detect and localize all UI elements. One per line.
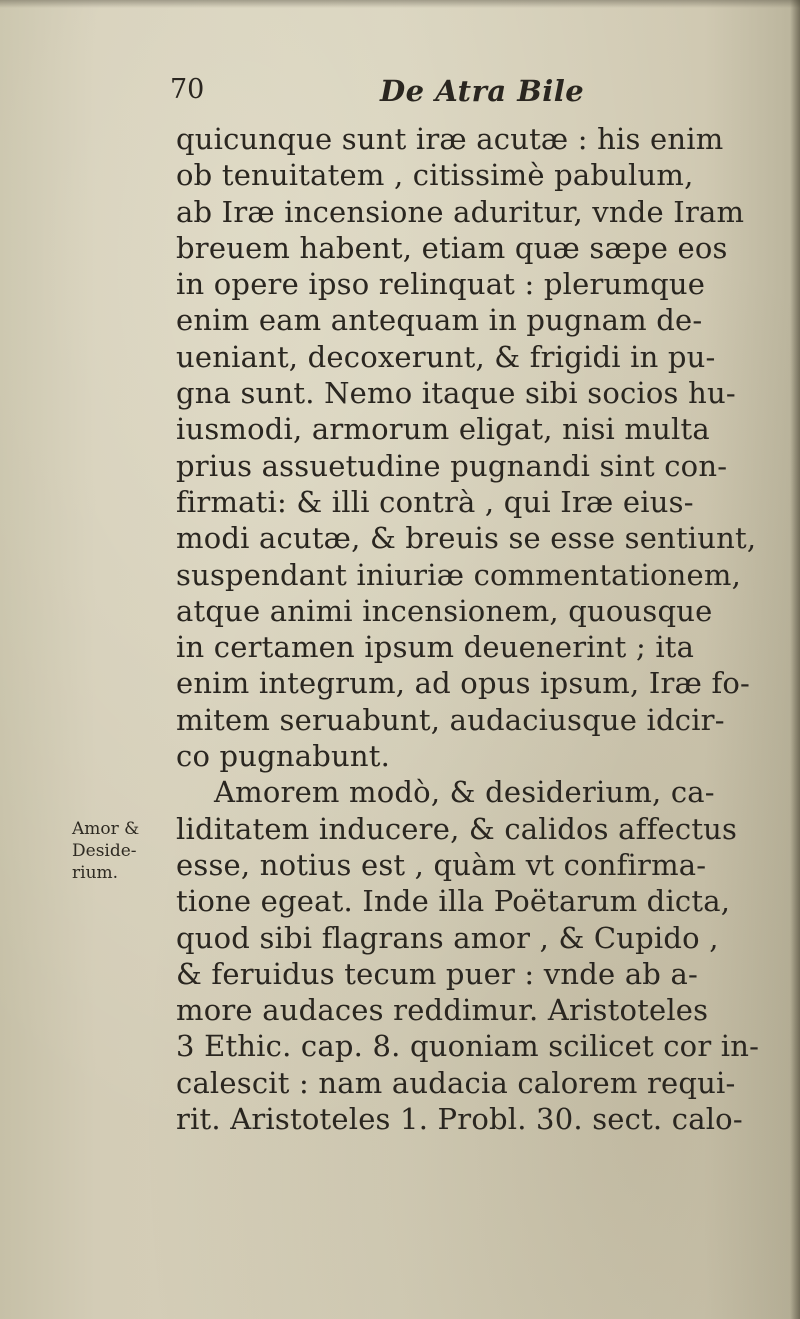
text-line: breuem habent, etiam quæ sæpe eos [176,230,728,265]
margin-note-line: Amor & [72,819,140,839]
text-line: firmati: & illi contrà , qui Iræ eius- [176,484,694,519]
text-line: modi acutæ, & breuis se esse sentiunt, [176,521,757,556]
text-line: 3 Ethic. cap. 8. quoniam scilicet cor in- [176,1029,760,1064]
text-line: ueniant, decoxerunt, & frigidi in pu- [176,339,716,374]
margin-note-line: Deside- [72,841,137,861]
text-line: ab Iræ incensione aduritur, vnde Iram [176,194,745,229]
text-line: iusmodi, armorum eligat, nisi multa [176,412,710,447]
body-text [176,121,760,1137]
text-line: rit. Aristoteles 1. Probl. 30. sect. calo- [176,1102,743,1137]
text-line: esse, notius est , quàm vt confirma- [176,847,707,882]
text-line: prius assuetudine pugnandi sint con- [176,448,728,483]
margin-note-line: rium. [72,863,119,883]
text-line: quicunque sunt iræ acutæ : his enim [176,122,724,156]
text-line: more audaces reddimur. Aristoteles [176,993,709,1028]
text-line: enim integrum, ad opus ipsum, Iræ fo- [176,666,751,701]
text-line: gna sunt. Nemo itaque sibi socios hu- [176,376,736,411]
text-line: tione egeat. Inde illa Poëtarum dicta, [176,884,731,919]
page-top-edge [0,0,800,8]
text-line: in opere ipso relinquat : plerumque [176,267,706,302]
text-line: calescit : nam audacia calorem requi- [176,1065,736,1100]
margin-note [72,818,162,884]
text-line: in certamen ipsum deuenerint ; ita [176,630,695,665]
text-line: & feruidus tecum puer : vnde ab a- [176,956,698,991]
text-line: liditatem inducere, & calidos affectus [176,811,738,846]
text-line: suspendant iniuriæ commentationem, [176,557,741,592]
page-header [170,74,630,114]
text-line: ob tenuitatem , citissimè pabulum, [176,158,694,193]
text-line: atque animi incensionem, quousque [176,593,713,628]
page-right-edge [790,0,800,1319]
text-line-paragraph-start: Amorem modò, & desiderium, ca- [214,775,715,810]
page-number: 70 [170,74,205,105]
text-line: mitem seruabunt, audaciusque idcir- [176,702,725,737]
running-title: De Atra Bile [380,74,585,108]
text-line: quod sibi flagrans amor , & Cupido , [176,920,719,955]
text-line: enim eam antequam in pugnam de- [176,303,703,338]
text-line: co pugnabunt. [176,739,391,774]
